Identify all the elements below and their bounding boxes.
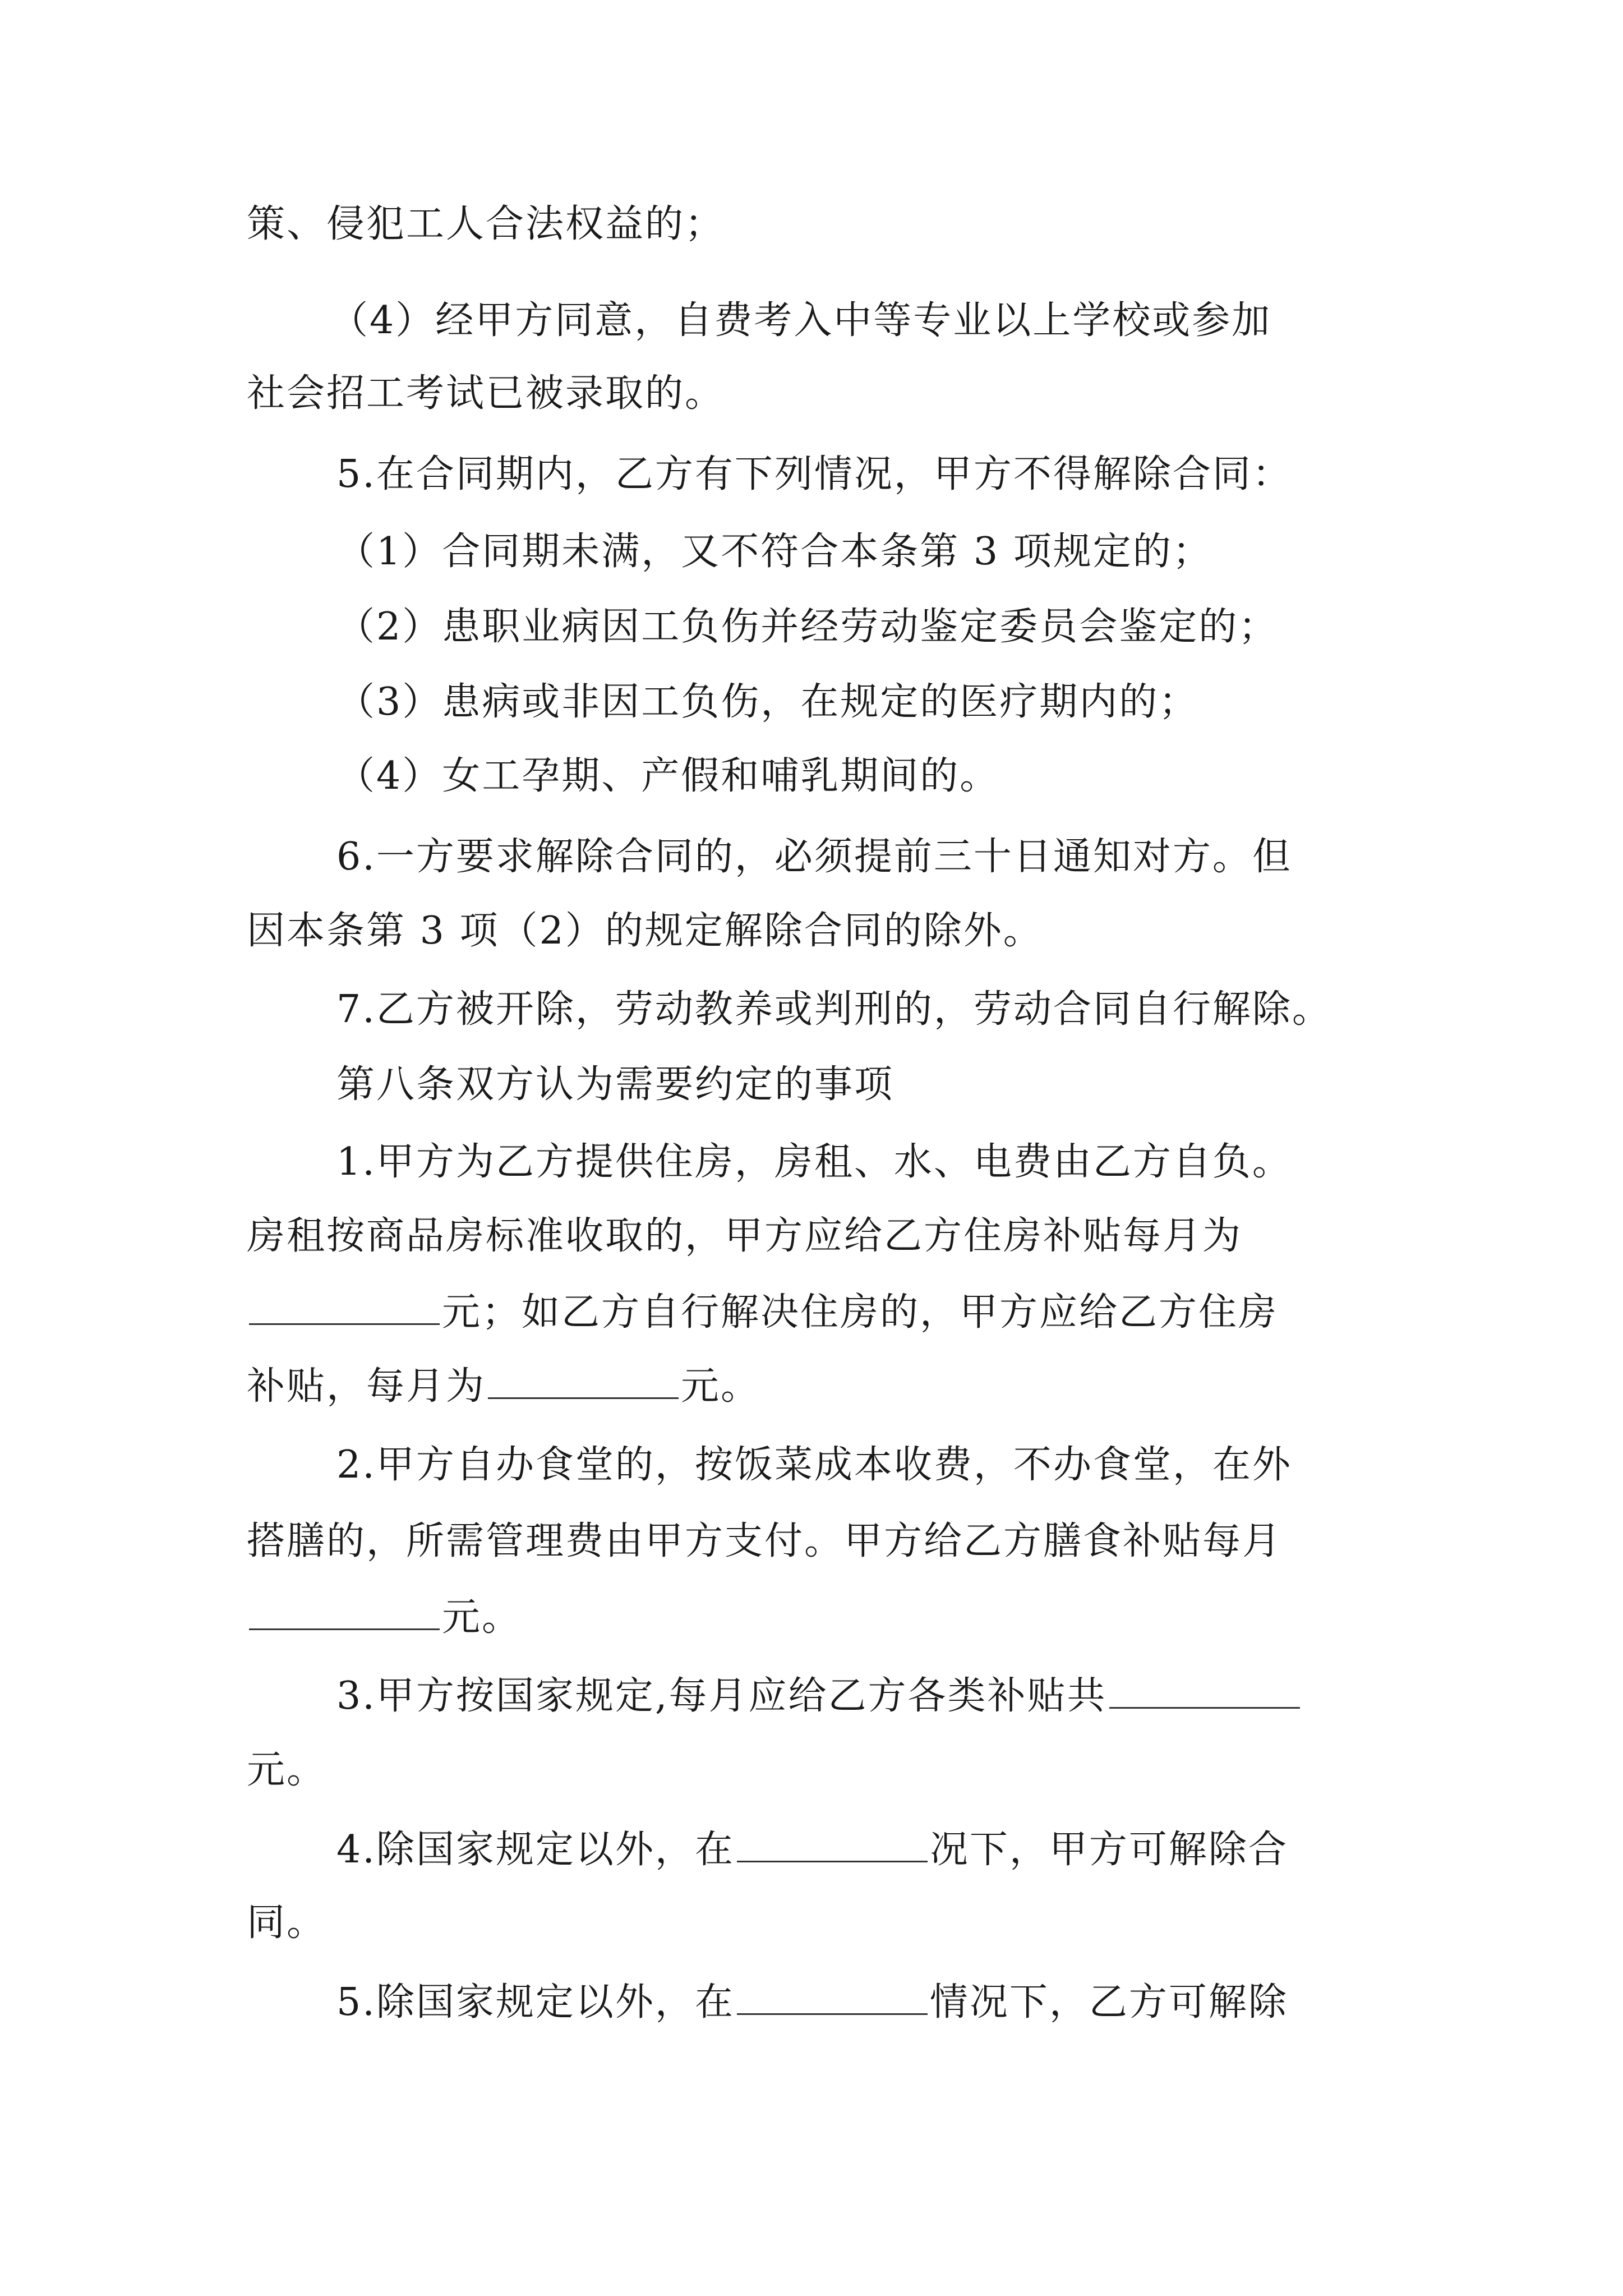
text-line	[336, 1823, 1288, 1877]
text-line	[247, 1591, 522, 1645]
text-line	[247, 197, 725, 251]
line-text: 同。	[247, 1901, 327, 1945]
line-text: 5.在合同期内，乙方有下列情况，甲方不得解除合同：	[336, 452, 1292, 496]
line-text: 搭膳的，所需管理费由甲方支付。甲方给乙方膳食补贴每月	[247, 1519, 1283, 1563]
line-text: 元。	[247, 1748, 327, 1792]
fill-in-blank	[249, 1290, 440, 1325]
line-text: 5.除国家规定以外，在	[336, 1980, 735, 2024]
fill-in-blank	[737, 1827, 928, 1862]
line-text: 元。	[681, 1364, 761, 1409]
line-text: 因本条第 3 项（2）的规定解除合同的除外。	[247, 909, 1043, 953]
line-text: （2）患职业病因工负伤并经劳动鉴定委员会鉴定的；	[336, 605, 1279, 649]
fill-in-blank	[737, 1980, 928, 2015]
text-line	[336, 1976, 1288, 2030]
text-line	[247, 1360, 760, 1414]
text-line	[336, 675, 1198, 729]
text-line	[336, 1438, 1292, 1492]
line-text: 3.甲方按国家规定,每月应给乙方各类补贴共	[336, 1674, 1107, 1718]
line-text: 第八条双方认为需要约定的事项	[336, 1062, 895, 1107]
line-text: 策、侵犯工人合法权益的；	[247, 202, 725, 246]
fill-in-blank	[488, 1364, 679, 1399]
text-line	[336, 1135, 1292, 1189]
line-text: 4.除国家规定以外，在	[336, 1828, 735, 1872]
text-line	[330, 294, 1271, 348]
fill-in-blank	[1109, 1673, 1300, 1709]
text-line	[247, 1209, 1242, 1263]
text-line	[247, 1286, 1278, 1340]
text-line	[336, 830, 1292, 884]
line-text: （3）患病或非因工负伤，在规定的医疗期内的；	[336, 680, 1199, 724]
line-text: 元。	[442, 1595, 522, 1640]
line-text: 补贴，每月为	[247, 1364, 486, 1409]
text-line	[336, 525, 1212, 579]
line-text: 社会招工考试已被录取的。	[247, 371, 725, 416]
line-text: 2.甲方自办食堂的，按饭菜成本收费，不办食堂，在外	[336, 1443, 1292, 1487]
text-line	[336, 1669, 1302, 1723]
line-text: 7.乙方被开除，劳动教养或判刑的，劳动合同自行解除。	[336, 987, 1332, 1032]
line-text: 房租按商品房标准收取的，甲方应给乙方住房补贴每月为	[247, 1214, 1243, 1258]
section-heading	[336, 1058, 894, 1112]
line-text: 6.一方要求解除合同的，必须提前三十日通知对方。但	[336, 835, 1292, 879]
text-line	[336, 983, 1332, 1037]
fill-in-blank	[249, 1595, 440, 1630]
text-line	[247, 1896, 326, 1950]
text-line	[336, 448, 1292, 501]
line-text: （1）合同期未满，又不符合本条第 3 项规定的；	[336, 530, 1212, 574]
text-line	[336, 749, 999, 803]
line-text: （4）女工孕期、产假和哺乳期间的。	[336, 754, 1000, 798]
text-line	[247, 904, 1043, 958]
line-text: 情况下，乙方可解除	[929, 1980, 1288, 2024]
text-line	[336, 600, 1278, 654]
line-text: 1.甲方为乙方提供住房，房租、水、电费由乙方自负。	[336, 1140, 1292, 1184]
line-text: 元；如乙方自行解决住房的，甲方应给乙方住房	[442, 1290, 1279, 1335]
text-line	[247, 1515, 1282, 1568]
line-text: 况下，甲方可解除合	[929, 1828, 1288, 1872]
text-line	[247, 367, 725, 421]
text-line	[247, 1743, 326, 1797]
line-text: （4）经甲方同意，自费考入中等专业以上学校或参加	[330, 298, 1272, 343]
